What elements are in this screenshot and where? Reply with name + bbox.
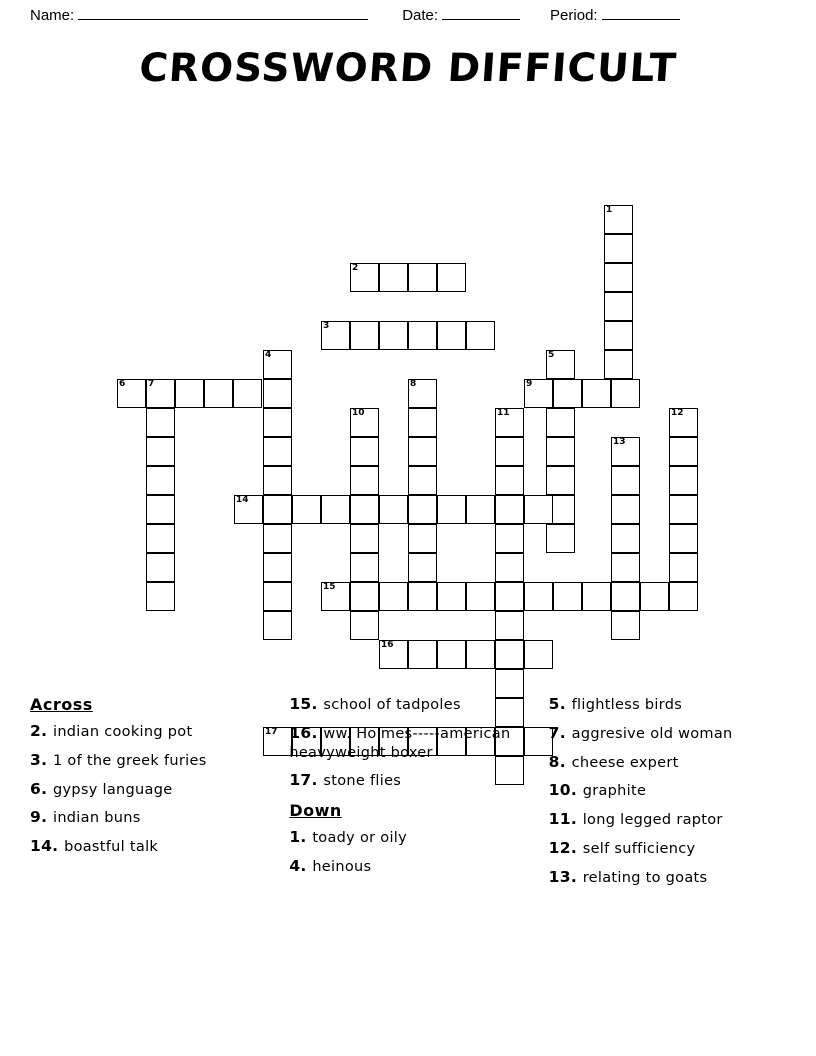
grid-cell[interactable] bbox=[611, 437, 640, 466]
across-heading: Across bbox=[30, 695, 93, 714]
grid-cell[interactable] bbox=[408, 582, 437, 611]
clue-text: toady or oily bbox=[312, 830, 408, 847]
clue-text: boastful talk bbox=[64, 839, 159, 856]
grid-cell[interactable] bbox=[350, 611, 379, 640]
clue-text: aggresive old woman bbox=[571, 725, 733, 742]
clue-number: 4. bbox=[289, 856, 313, 875]
grid-cell[interactable] bbox=[466, 640, 495, 669]
cell-number: 10 bbox=[352, 408, 365, 418]
grid-cell[interactable] bbox=[466, 321, 495, 350]
grid-cell[interactable] bbox=[437, 321, 466, 350]
grid-cell[interactable] bbox=[263, 408, 292, 437]
grid-cell[interactable] bbox=[379, 582, 408, 611]
clue-text: graphite bbox=[582, 783, 647, 800]
grid-cell[interactable] bbox=[611, 553, 640, 582]
clue-item bbox=[549, 868, 786, 888]
cell-number: 16 bbox=[381, 640, 394, 650]
grid-cell[interactable] bbox=[263, 611, 292, 640]
grid-cell[interactable] bbox=[669, 553, 698, 582]
clue-text: long legged raptor bbox=[582, 812, 723, 829]
date-input-line[interactable] bbox=[442, 6, 520, 20]
grid-cell[interactable] bbox=[553, 379, 582, 408]
period-label: Period: bbox=[550, 7, 598, 24]
grid-cell[interactable] bbox=[582, 582, 611, 611]
grid-cell[interactable] bbox=[379, 263, 408, 292]
grid-cell[interactable] bbox=[604, 321, 633, 350]
clue-item bbox=[549, 810, 786, 830]
cell-number: 6 bbox=[119, 379, 126, 389]
cell-number: 4 bbox=[265, 350, 272, 360]
grid-cell[interactable] bbox=[204, 379, 233, 408]
grid-cell[interactable] bbox=[495, 582, 524, 611]
grid-cell[interactable] bbox=[437, 640, 466, 669]
clue-item bbox=[549, 753, 786, 773]
clues-section bbox=[0, 695, 816, 965]
clue-number: 6. bbox=[30, 779, 53, 798]
clue-number: 16. bbox=[289, 723, 324, 742]
grid-cell[interactable] bbox=[611, 524, 640, 553]
grid-cell[interactable] bbox=[495, 466, 524, 495]
cell-number: 11 bbox=[497, 408, 510, 418]
clue-text: 1 of the greek furies bbox=[52, 752, 207, 769]
grid-cell[interactable] bbox=[146, 553, 175, 582]
grid-cell[interactable] bbox=[263, 379, 292, 408]
clues-column-3 bbox=[549, 695, 786, 965]
grid-cell[interactable] bbox=[292, 495, 321, 524]
grid-cell[interactable] bbox=[553, 582, 582, 611]
grid-cell[interactable] bbox=[466, 582, 495, 611]
grid-cell[interactable] bbox=[611, 495, 640, 524]
grid-cell[interactable] bbox=[408, 466, 437, 495]
clue-text: school of tadpoles bbox=[323, 697, 461, 713]
cell-number: 1 bbox=[606, 205, 613, 215]
grid-cell[interactable] bbox=[495, 524, 524, 553]
clue-item bbox=[30, 722, 267, 742]
clue-item bbox=[30, 751, 267, 771]
grid-cell[interactable] bbox=[408, 640, 437, 669]
cell-number: 3 bbox=[323, 321, 330, 331]
cell-number: 7 bbox=[148, 379, 155, 389]
worksheet-header bbox=[0, 0, 816, 24]
clue-number: 10. bbox=[548, 781, 583, 800]
clue-item bbox=[549, 839, 786, 859]
grid-cell[interactable] bbox=[611, 466, 640, 495]
grid-cell[interactable] bbox=[408, 524, 437, 553]
grid-cell[interactable] bbox=[495, 495, 524, 524]
grid-cell[interactable] bbox=[669, 408, 698, 437]
clue-item bbox=[549, 695, 786, 715]
clue-number: 1. bbox=[289, 828, 313, 847]
clue-number: 14. bbox=[30, 837, 65, 856]
grid-cell[interactable] bbox=[350, 524, 379, 553]
cell-number: 5 bbox=[548, 350, 555, 360]
cell-number: 12 bbox=[671, 408, 684, 418]
grid-cell[interactable] bbox=[495, 437, 524, 466]
clue-number: 5. bbox=[548, 695, 572, 713]
name-input-line[interactable] bbox=[78, 6, 368, 20]
name-label: Name: bbox=[30, 7, 75, 24]
clue-text: ww. Holmes-----american heavyweight boxer bbox=[289, 725, 511, 761]
grid-cell[interactable] bbox=[669, 437, 698, 466]
grid-cell[interactable] bbox=[263, 495, 292, 524]
grid-cell[interactable] bbox=[408, 408, 437, 437]
grid-cell[interactable] bbox=[604, 205, 633, 234]
clue-text: indian buns bbox=[52, 810, 141, 827]
grid-cell[interactable] bbox=[350, 437, 379, 466]
grid-cell[interactable] bbox=[604, 292, 633, 321]
grid-cell[interactable] bbox=[408, 437, 437, 466]
clue-item bbox=[30, 780, 267, 800]
clue-text: gypsy language bbox=[52, 781, 173, 798]
cell-number: 9 bbox=[526, 379, 533, 389]
grid-cell[interactable] bbox=[546, 466, 575, 495]
clue-text: flightless birds bbox=[571, 697, 683, 713]
clue-item bbox=[30, 808, 267, 828]
grid-cell[interactable] bbox=[604, 234, 633, 263]
grid-cell[interactable] bbox=[408, 495, 437, 524]
grid-cell[interactable] bbox=[604, 263, 633, 292]
grid-cell[interactable] bbox=[669, 495, 698, 524]
grid-cell[interactable] bbox=[146, 379, 175, 408]
grid-cell[interactable] bbox=[524, 379, 553, 408]
grid-cell[interactable] bbox=[669, 466, 698, 495]
grid-cell[interactable] bbox=[263, 466, 292, 495]
grid-cell[interactable] bbox=[437, 495, 466, 524]
period-input-line[interactable] bbox=[602, 6, 680, 20]
clue-number: 2. bbox=[30, 722, 53, 740]
clue-number: 7. bbox=[548, 723, 572, 742]
clue-text: relating to goats bbox=[582, 869, 708, 886]
grid-cell[interactable] bbox=[524, 495, 553, 524]
grid-cell[interactable] bbox=[233, 379, 262, 408]
clue-number: 11. bbox=[548, 810, 583, 829]
grid-cell[interactable] bbox=[495, 408, 524, 437]
grid-cell[interactable] bbox=[437, 263, 466, 292]
grid-cell[interactable] bbox=[146, 437, 175, 466]
clue-item bbox=[289, 857, 526, 877]
grid-cell[interactable] bbox=[379, 640, 408, 669]
grid-cell[interactable] bbox=[234, 495, 263, 524]
clue-number: 17. bbox=[289, 771, 324, 790]
grid-cell[interactable] bbox=[263, 524, 292, 553]
grid-cell[interactable] bbox=[350, 466, 379, 495]
grid-cell[interactable] bbox=[408, 263, 437, 292]
grid-cell[interactable] bbox=[408, 321, 437, 350]
grid-cell[interactable] bbox=[495, 611, 524, 640]
clue-text: stone flies bbox=[323, 773, 402, 790]
grid-cell[interactable] bbox=[546, 437, 575, 466]
clue-item bbox=[289, 828, 526, 848]
grid-cell[interactable] bbox=[582, 379, 611, 408]
clue-number: 15. bbox=[289, 695, 324, 713]
grid-cell[interactable] bbox=[146, 466, 175, 495]
grid-cell[interactable] bbox=[546, 408, 575, 437]
cell-number: 8 bbox=[410, 379, 417, 389]
grid-cell[interactable] bbox=[175, 379, 204, 408]
down-heading: Down bbox=[289, 801, 342, 821]
grid-cell[interactable] bbox=[263, 582, 292, 611]
clue-item bbox=[549, 724, 786, 744]
grid-cell[interactable] bbox=[546, 524, 575, 553]
clue-number: 8. bbox=[548, 752, 572, 771]
grid-cell[interactable] bbox=[611, 379, 640, 408]
clue-number: 13. bbox=[548, 867, 583, 886]
clue-text: self sufficiency bbox=[582, 841, 696, 858]
clues-column-2 bbox=[289, 695, 526, 965]
clue-item bbox=[289, 695, 526, 715]
grid-cell[interactable] bbox=[263, 553, 292, 582]
cell-number: 13 bbox=[613, 437, 626, 447]
grid-cell[interactable] bbox=[379, 321, 408, 350]
cell-number: 17 bbox=[265, 727, 278, 737]
grid-cell[interactable] bbox=[321, 582, 350, 611]
grid-cell[interactable] bbox=[611, 611, 640, 640]
clue-text: cheese expert bbox=[571, 754, 679, 771]
grid-cell[interactable] bbox=[117, 379, 146, 408]
date-label: Date: bbox=[402, 7, 439, 24]
grid-cell[interactable] bbox=[669, 524, 698, 553]
grid-cell[interactable] bbox=[466, 495, 495, 524]
grid-cell[interactable] bbox=[350, 263, 379, 292]
grid-cell[interactable] bbox=[524, 640, 553, 669]
grid-cell[interactable] bbox=[321, 321, 350, 350]
grid-cell[interactable] bbox=[408, 379, 437, 408]
cell-number: 14 bbox=[236, 495, 249, 505]
grid-cell[interactable] bbox=[669, 582, 698, 611]
grid-cell[interactable] bbox=[408, 553, 437, 582]
grid-cell[interactable] bbox=[437, 582, 466, 611]
grid-cell[interactable] bbox=[263, 350, 292, 379]
cell-number: 15 bbox=[323, 582, 336, 592]
clue-text: heinous bbox=[312, 858, 372, 875]
grid-cell[interactable] bbox=[350, 495, 379, 524]
clue-item bbox=[289, 771, 526, 791]
grid-cell[interactable] bbox=[611, 582, 640, 611]
clue-number: 9. bbox=[30, 808, 53, 827]
clue-number: 3. bbox=[30, 750, 53, 769]
clues-column-1 bbox=[30, 695, 267, 965]
grid-cell[interactable] bbox=[640, 582, 669, 611]
clue-text: indian cooking pot bbox=[52, 724, 193, 740]
grid-cell[interactable] bbox=[350, 553, 379, 582]
grid-cell[interactable] bbox=[495, 640, 524, 669]
grid-cell[interactable] bbox=[146, 524, 175, 553]
grid-cell[interactable] bbox=[350, 321, 379, 350]
grid-cell[interactable] bbox=[146, 582, 175, 611]
grid-cell[interactable] bbox=[604, 350, 633, 379]
clue-number: 12. bbox=[548, 839, 583, 858]
grid-cell[interactable] bbox=[263, 437, 292, 466]
grid-cell[interactable] bbox=[321, 495, 350, 524]
grid-cell[interactable] bbox=[350, 408, 379, 437]
clue-item bbox=[549, 781, 786, 801]
clue-item bbox=[30, 837, 267, 857]
cell-number: 2 bbox=[352, 263, 359, 273]
grid-cell[interactable] bbox=[379, 495, 408, 524]
clue-item bbox=[289, 724, 526, 762]
grid-cell[interactable] bbox=[350, 582, 379, 611]
page-title: CROSSWORD DIFFICULT bbox=[137, 46, 679, 91]
grid-cell[interactable] bbox=[495, 669, 524, 698]
grid-cell[interactable] bbox=[146, 495, 175, 524]
grid-cell[interactable] bbox=[546, 350, 575, 379]
grid-cell[interactable] bbox=[495, 553, 524, 582]
grid-cell[interactable] bbox=[524, 582, 553, 611]
grid-cell[interactable] bbox=[146, 408, 175, 437]
